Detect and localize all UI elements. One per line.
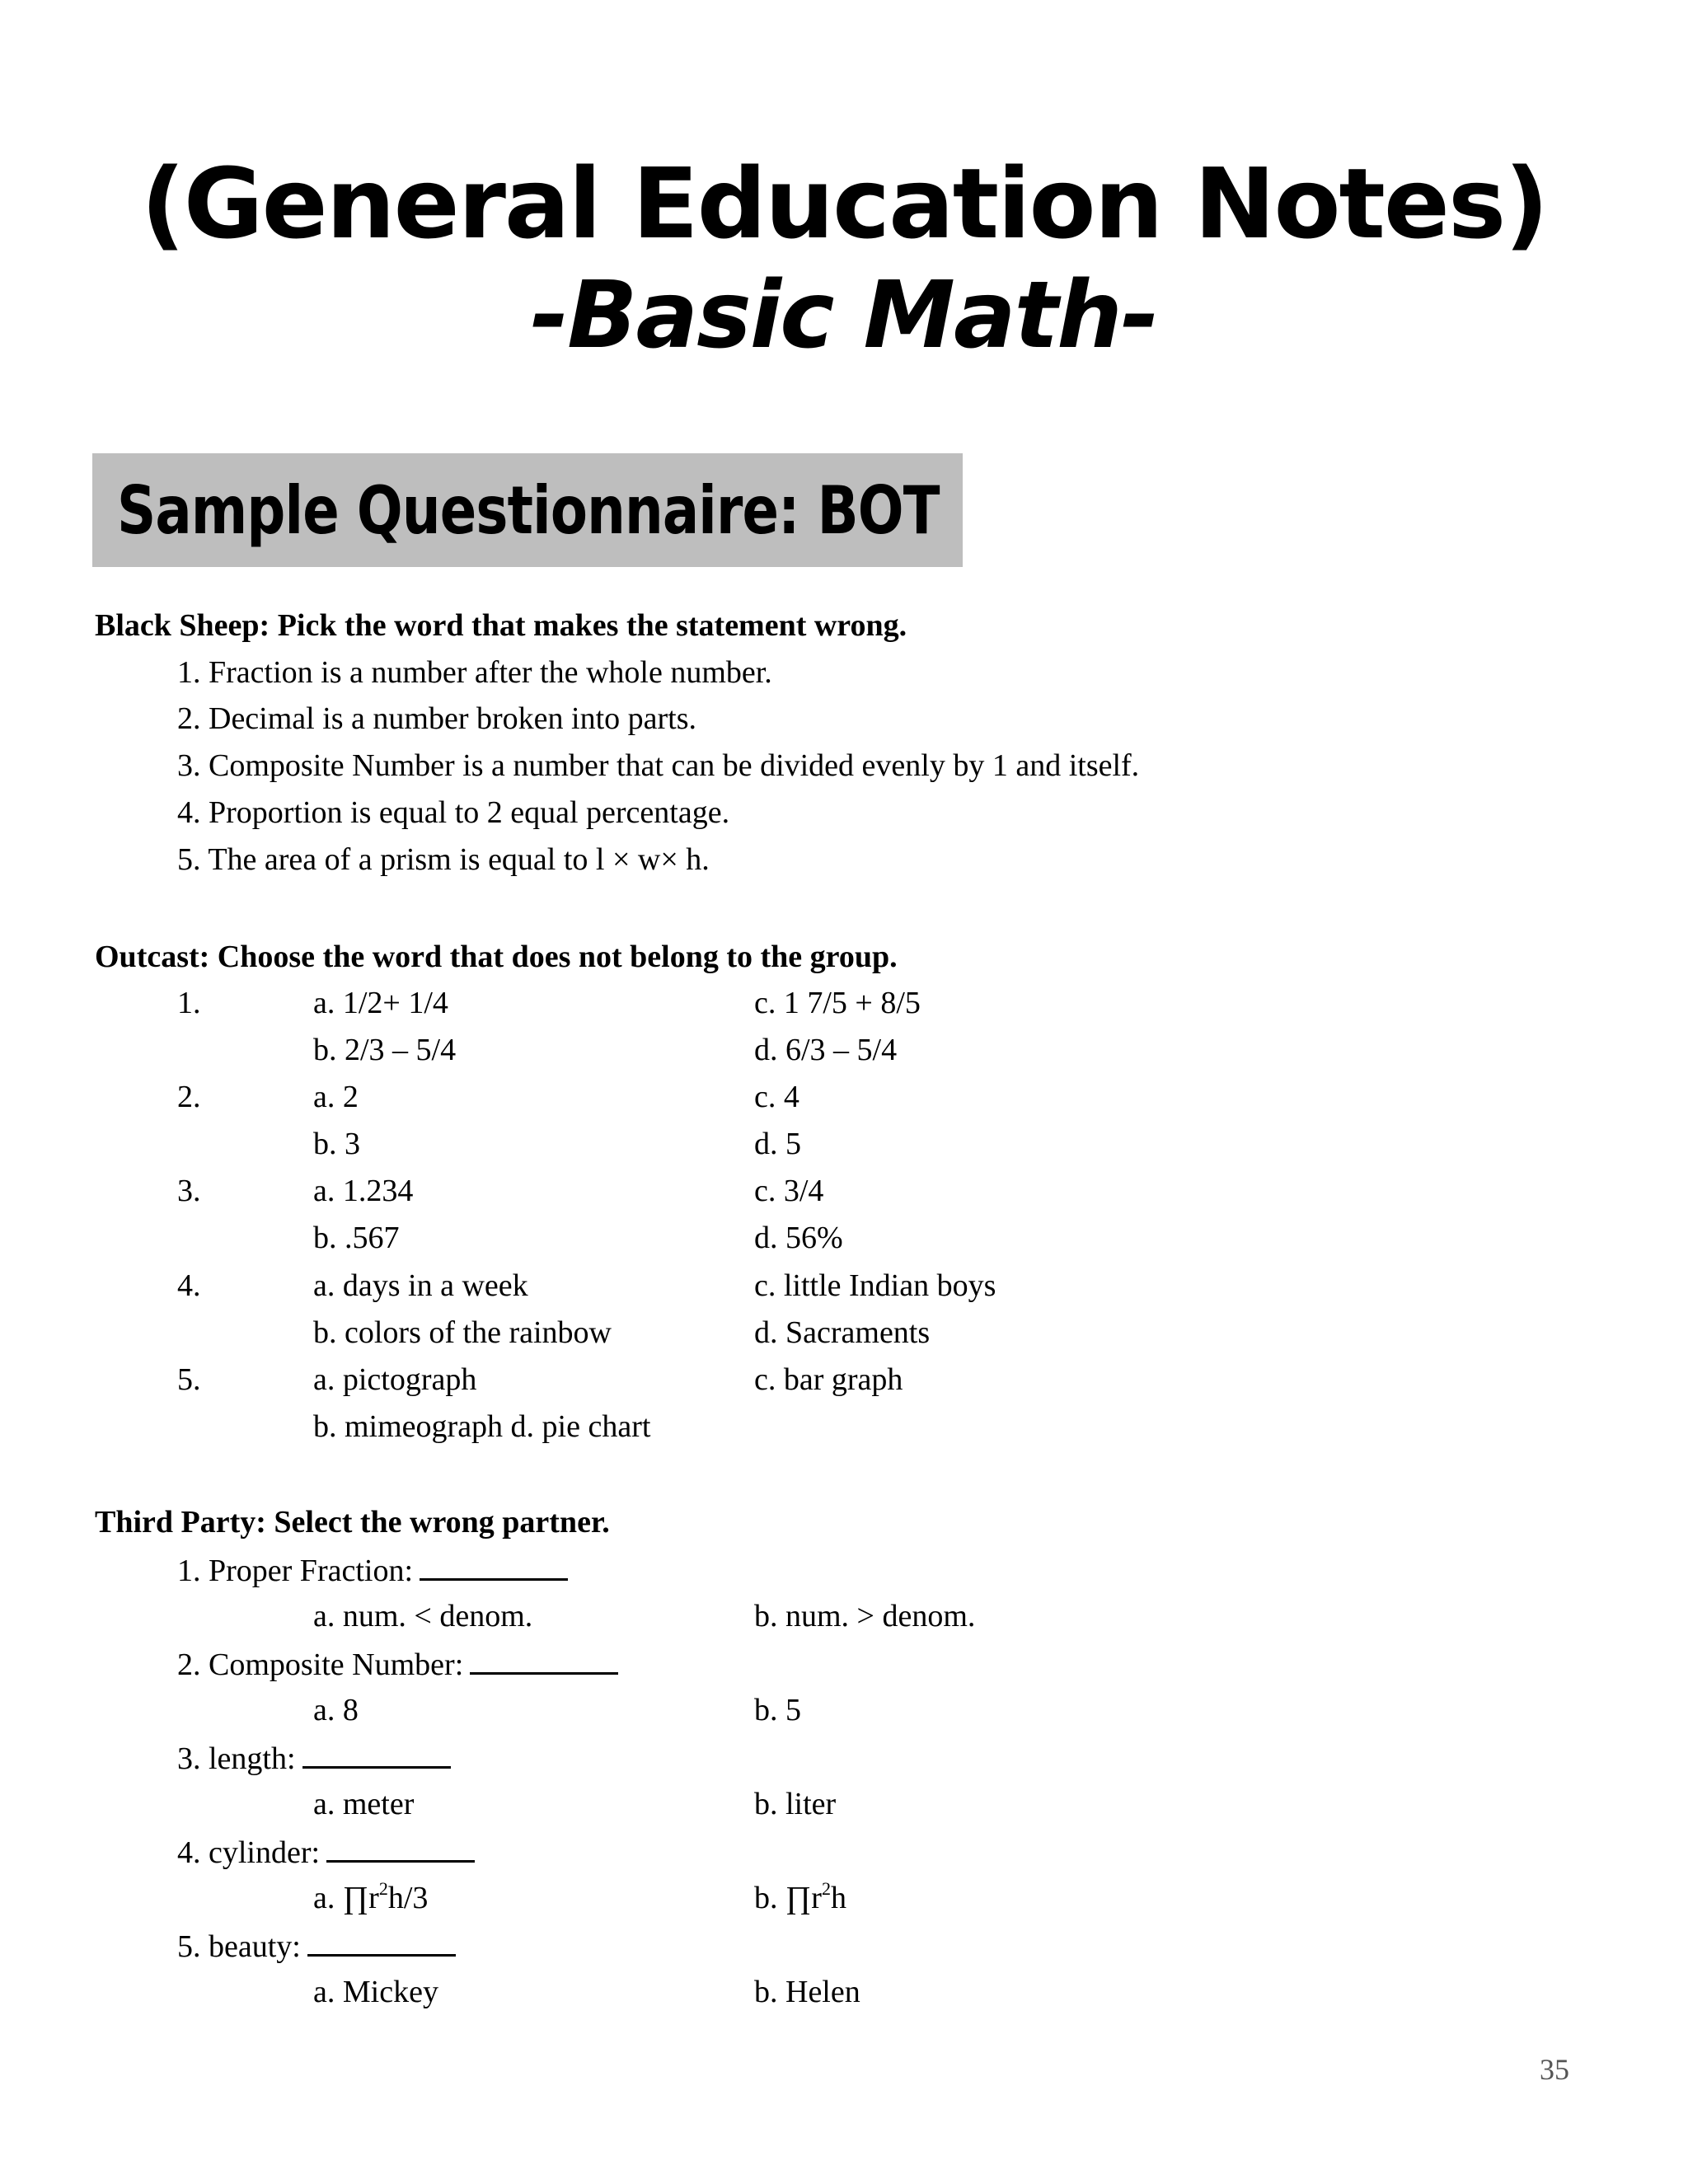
outcast-q3-option-c: c. 3/4 <box>754 1174 824 1208</box>
page-subtitle: -Basic Math- <box>530 262 1158 369</box>
third-party-q2-option-a: a. 8 <box>313 1693 359 1727</box>
outcast-q4-option-b: b. colors of the rainbow <box>313 1315 612 1350</box>
third-party-q1-option-b: b. num. > denom. <box>754 1599 976 1633</box>
answer-blank[interactable] <box>326 1835 475 1863</box>
outcast-q2-option-b: b. 3 <box>313 1127 360 1161</box>
outcast-q4-option-c: c. little Indian boys <box>754 1268 996 1303</box>
third-party-q3-option-a: a. meter <box>313 1787 415 1821</box>
answer-blank[interactable] <box>470 1647 618 1675</box>
page-number: 35 <box>1540 2053 1569 2086</box>
outcast-q5-option-b: b. mimeograph d. pie chart <box>313 1409 651 1444</box>
outcast-q5-number: 5. <box>177 1362 201 1397</box>
answer-blank[interactable] <box>420 1554 568 1581</box>
page-title: (General Education Notes) <box>140 147 1548 260</box>
outcast-q4-option-d: d. Sacraments <box>754 1315 931 1350</box>
answer-blank[interactable] <box>307 1929 456 1957</box>
outcast-q4-number: 4. <box>177 1268 201 1303</box>
section-banner-label: Sample Questionnaire: BOT <box>117 471 940 549</box>
black-sheep-item-3: 3. Composite Number is a number that can be divided evenly by 1 and itself. <box>177 748 1140 783</box>
third-party-q5-option-b: b. Helen <box>754 1975 860 2009</box>
outcast-q5-option-a: a. pictograph <box>313 1362 477 1397</box>
black-sheep-item-5: 5. The area of a prism is equal to l × w× h. <box>177 842 710 877</box>
outcast-q1-option-a: a. 1/2+ 1/4 <box>313 986 448 1020</box>
outcast-q2-option-c: c. 4 <box>754 1080 799 1114</box>
outcast-q2-number: 2. <box>177 1080 201 1114</box>
third-party-q2-option-b: b. 5 <box>754 1693 801 1727</box>
black-sheep-item-2: 2. Decimal is a number broken into parts. <box>177 701 697 736</box>
outcast-q1-option-d: d. 6/3 – 5/4 <box>754 1033 898 1067</box>
third-party-q5-prompt: 5. beauty: <box>177 1929 456 1962</box>
outcast-q3-option-b: b. .567 <box>313 1221 400 1255</box>
third-party-q4-option-a: a. $\prod r^2h/3$ <box>313 1878 429 1915</box>
outcast-q5-option-c: c. bar graph <box>754 1362 903 1397</box>
answer-blank[interactable] <box>302 1741 451 1769</box>
black-sheep-heading: Black Sheep: Pick the word that makes the statement wrong. <box>95 608 907 643</box>
third-party-q4-prompt: 4. cylinder: <box>177 1835 475 1868</box>
black-sheep-item-4: 4. Proportion is equal to 2 equal percentage. <box>177 795 730 830</box>
third-party-q1-prompt: 1. Proper Fraction: <box>177 1554 568 1586</box>
third-party-q3-option-b: b. liter <box>754 1787 837 1821</box>
outcast-q2-option-a: a. 2 <box>313 1080 359 1114</box>
outcast-q1-option-c: c. 1 7/5 + 8/5 <box>754 986 921 1020</box>
third-party-q4-option-b: b. $\prod r^2h$ <box>754 1878 846 1915</box>
outcast-q1-number: 1. <box>177 986 201 1020</box>
outcast-q4-option-a: a. days in a week <box>313 1268 528 1303</box>
outcast-q3-option-a: a. 1.234 <box>313 1174 414 1208</box>
third-party-heading: Third Party: Select the wrong partner. <box>95 1505 610 1540</box>
third-party-q2-prompt: 2. Composite Number: <box>177 1647 618 1680</box>
outcast-q2-option-d: d. 5 <box>754 1127 801 1161</box>
section-banner <box>92 453 963 567</box>
third-party-q3-prompt: 3. length: <box>177 1741 451 1774</box>
outcast-q3-number: 3. <box>177 1174 201 1208</box>
third-party-q5-option-a: a. Mickey <box>313 1975 438 2009</box>
black-sheep-item-1: 1. Fraction is a number after the whole number. <box>177 655 772 690</box>
outcast-q1-option-b: b. 2/3 – 5/4 <box>313 1033 457 1067</box>
outcast-heading: Outcast: Choose the word that does not belong to the group. <box>95 940 898 974</box>
outcast-q3-option-d: d. 56% <box>754 1221 843 1255</box>
third-party-q1-option-a: a. num. < denom. <box>313 1599 533 1633</box>
